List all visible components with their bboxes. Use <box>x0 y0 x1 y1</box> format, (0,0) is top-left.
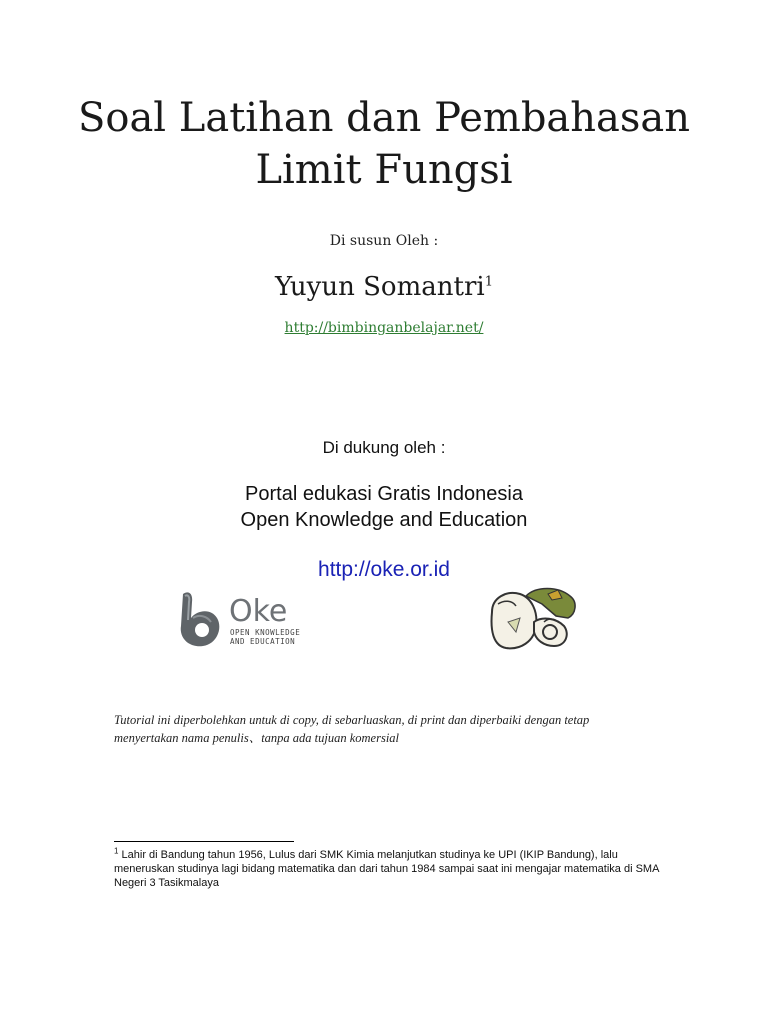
oke-tagline-line-1: OPEN KNOWLEDGE <box>230 628 301 637</box>
license-line-2: menyertakan nama penulis、tanpa ada tujuan komersial <box>114 731 400 745</box>
title-line-1: Soal Latihan dan Pembahasan <box>77 95 691 141</box>
portal-line-1: Portal edukasi Gratis Indonesia <box>245 483 523 505</box>
license-line-1: Tutorial ini diperbolehkan untuk di copy, di sebarluaskan, di print dan diperbaiki dengan tetap <box>114 713 590 727</box>
oke-wordmark: Oke <box>229 594 288 629</box>
oke-tagline-line-2: AND EDUCATION <box>230 637 296 646</box>
fist-ok-gesture-icon <box>486 582 582 654</box>
title-line-2: Limit Fungsi <box>255 147 513 193</box>
footnote-text: Lahir di Bandung tahun 1956, Lulus dari SMK Kimia melanjutkan studinya ke UPI (IKIP Bandung), lalu meneruskan studinya lagi bidang matematika dan dari tahun 1984 sampai saat ini mengajar matematika di SMA Negeri 3 Tasikmalaya <box>114 849 659 889</box>
footnote <box>114 848 659 890</box>
support-label: Di dukung oleh : <box>322 438 446 457</box>
footnote-mark: 1 <box>114 846 119 856</box>
document-title <box>0 92 768 196</box>
portal-name <box>0 481 768 533</box>
author-name: Yuyun Somantri <box>275 272 485 302</box>
oke-logo <box>175 588 325 650</box>
hand-ok-icon <box>181 592 220 646</box>
portal-website-link[interactable]: http://oke.or.id <box>318 558 450 581</box>
author-website-link[interactable]: http://bimbinganbelajar.net/ <box>284 320 484 336</box>
license-notice <box>114 711 674 747</box>
author-footnote-mark[interactable]: 1 <box>484 274 493 290</box>
author-name-line <box>0 272 768 302</box>
footnote-separator <box>114 841 294 842</box>
portal-line-2: Open Knowledge and Education <box>240 509 528 531</box>
author-by-label: Di susun Oleh : <box>329 233 439 249</box>
